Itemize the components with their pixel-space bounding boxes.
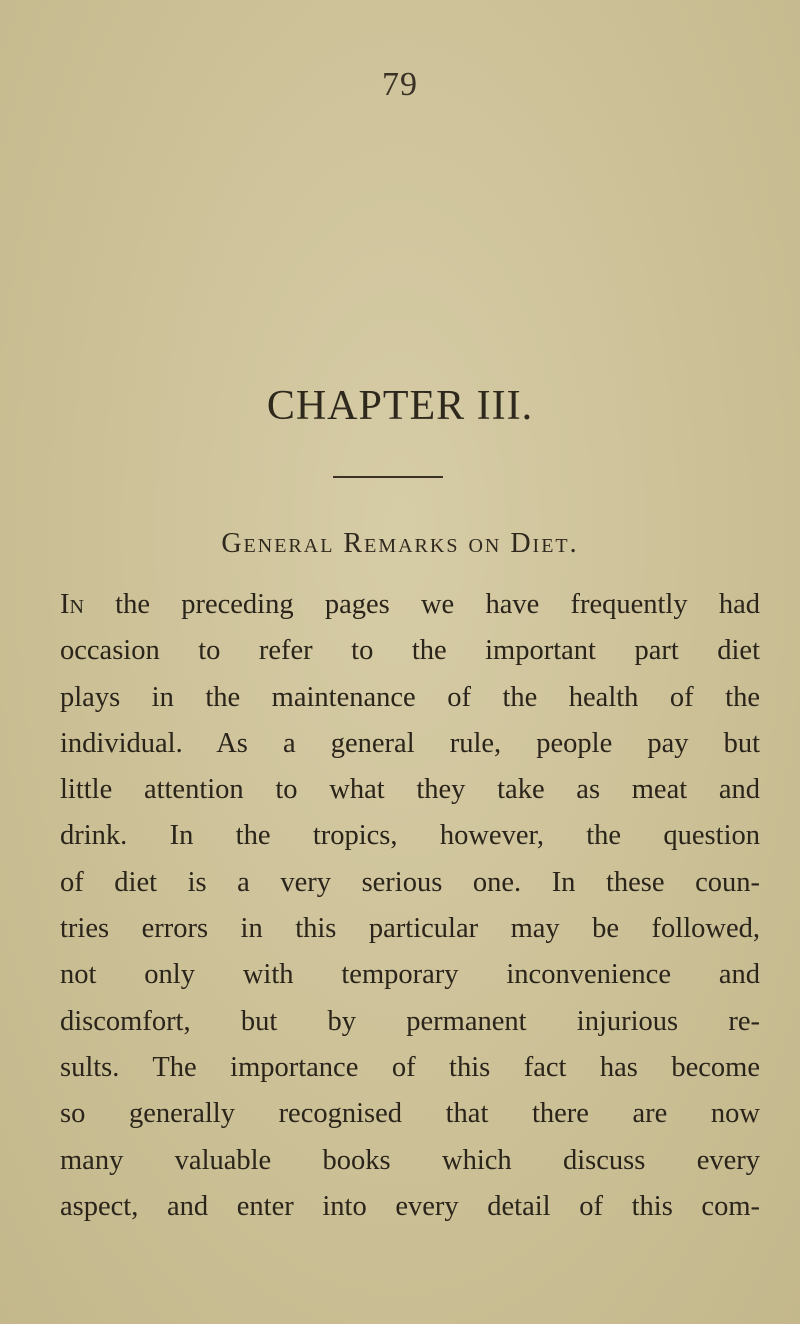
- text-line: individual. As a general rule, people pay but: [60, 727, 760, 759]
- text-line: of diet is a very serious one. In these coun-: [60, 866, 760, 898]
- text-line: drink. In the tropics, however, the question: [60, 820, 760, 852]
- page-number: 79: [382, 66, 418, 103]
- text-line: aspect, and enter into every detail of this com-: [60, 1190, 760, 1222]
- text-line: discomfort, but by permanent injurious re-: [60, 1005, 760, 1037]
- text-line: many valuable books which discuss every: [60, 1144, 760, 1176]
- section-heading: General Remarks on Diet.: [221, 528, 579, 559]
- text-line: sults. The importance of this fact has become: [60, 1051, 760, 1083]
- text-line: [60, 582, 760, 628]
- text-line: little attention to what they take as meat and: [60, 774, 760, 806]
- first-word: In: [60, 589, 84, 620]
- text-line: plays in the maintenance of the health of the: [60, 681, 760, 713]
- text-line: occasion to refer to the important part diet: [60, 635, 760, 667]
- text-line: so generally recognised that there are now: [60, 1098, 760, 1130]
- divider-rule: [333, 476, 443, 478]
- chapter-title: CHAPTER III.: [266, 383, 534, 429]
- body-paragraph: [60, 582, 760, 1230]
- text-line-content: the preceding pages we have frequently had: [83, 589, 760, 620]
- text-line: not only with temporary inconvenience and: [60, 959, 760, 991]
- text-line: tries errors in this particular may be followed,: [60, 913, 760, 945]
